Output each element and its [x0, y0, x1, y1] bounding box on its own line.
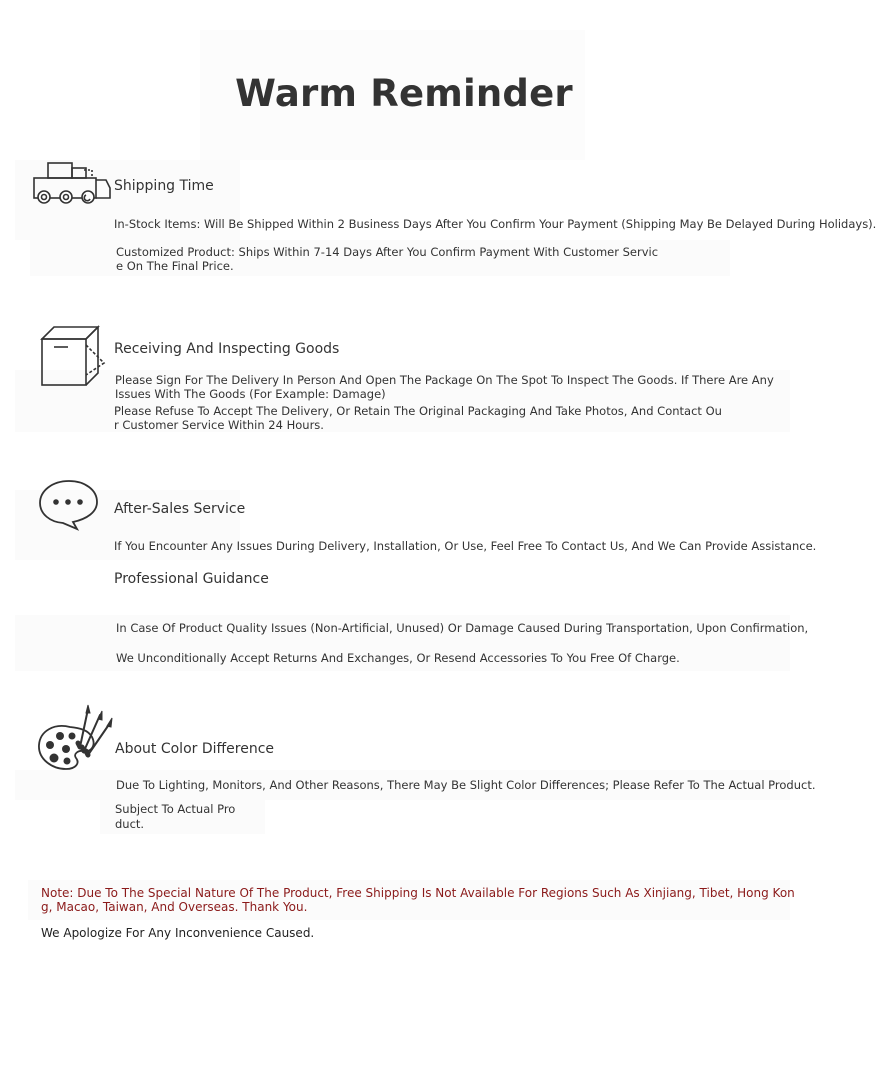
receiving-refuse-text-cont: r Customer Service Within 24 Hours.	[114, 418, 324, 432]
actual-product-text-cont: duct.	[115, 817, 145, 831]
receiving-inspect-text-cont: Issues With The Goods (For Example: Damage)	[115, 387, 386, 401]
shipping-custom-text: Customized Product: Ships Within 7-14 Days After You Confirm Payment With Customer Servic	[116, 245, 659, 259]
color-difference-text: Due To Lighting, Monitors, And Other Reasons, There May Be Slight Color Differences; Please Refer To The Actual Product.	[116, 778, 816, 792]
professional-guidance-heading: Professional Guidance	[114, 571, 269, 587]
truck-icon	[32, 160, 112, 206]
shipping-custom-text-cont: e On The Final Price.	[116, 259, 234, 273]
apology-text: We Apologize For Any Inconvenience Caused.	[41, 926, 315, 940]
after-sales-contact-text: If You Encounter Any Issues During Delivery, Installation, Or Use, Feel Free To Contact Us, And We Can Provide Assistance.	[114, 539, 817, 553]
returns-exchanges-text: We Unconditionally Accept Returns And Exchanges, Or Resend Accessories To You Free Of Charge.	[116, 651, 680, 665]
page-title: Warm Reminder	[235, 72, 573, 115]
receiving-refuse-text: Please Refuse To Accept The Delivery, Or Retain The Original Packaging And Take Photos, And Contact Ou	[114, 404, 722, 418]
shipping-instock-text: In-Stock Items: Will Be Shipped Within 2 Business Days After You Confirm Your Payment (Shipping May Be Delayed During Holidays).	[114, 217, 876, 231]
quality-issues-text: In Case Of Product Quality Issues (Non-Artificial, Unused) Or Damage Caused During Transportation, Upon Confirmation,	[116, 621, 809, 635]
receiving-inspect-text: Please Sign For The Delivery In Person And Open The Package On The Spot To Inspect The Goods. If There Are Any	[115, 373, 774, 387]
receiving-heading: Receiving And Inspecting Goods	[114, 341, 340, 357]
box-icon	[38, 323, 108, 389]
palette-icon	[36, 703, 114, 773]
speech-bubble-icon	[37, 478, 101, 532]
shipping-restriction-note: Note: Due To The Special Nature Of The Product, Free Shipping Is Not Available For Regions Such As Xinjiang, Tibet, Hong Kon	[41, 886, 795, 900]
shipping-heading: Shipping Time	[114, 178, 214, 194]
after-sales-heading: After-Sales Service	[114, 501, 246, 517]
shipping-restriction-note-cont: g, Macao, Taiwan, And Overseas. Thank You.	[41, 900, 308, 914]
actual-product-text: Subject To Actual Pro	[115, 802, 236, 816]
color-difference-heading: About Color Difference	[115, 741, 275, 757]
